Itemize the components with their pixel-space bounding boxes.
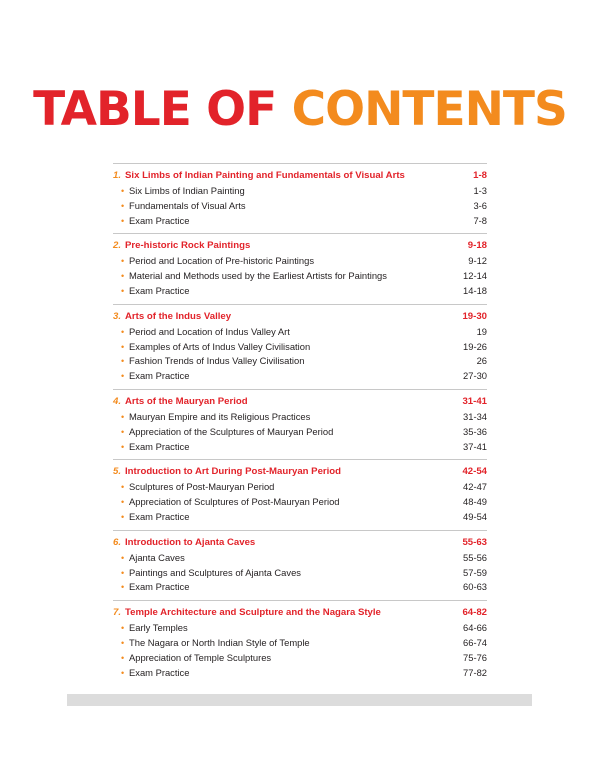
toc-item-pages: 3-6 bbox=[473, 199, 487, 211]
bullet-icon: • bbox=[121, 652, 125, 663]
footer-bar bbox=[67, 694, 532, 706]
toc-item[interactable] bbox=[113, 666, 487, 681]
toc-item[interactable] bbox=[113, 410, 487, 425]
toc-item-title: Exam Practice bbox=[129, 510, 190, 522]
chapter-number: 5. bbox=[113, 466, 122, 478]
bullet-icon: • bbox=[121, 552, 125, 563]
bullet-icon: • bbox=[121, 411, 125, 422]
toc-item-title: Fundamentals of Visual Arts bbox=[129, 199, 246, 211]
chapter-title: Pre-historic Rock Paintings bbox=[125, 240, 251, 252]
bullet-icon: • bbox=[121, 356, 125, 367]
toc-item-title: Appreciation of the Sculptures of Mauryan Period bbox=[129, 425, 334, 437]
chapter-pages: 42-54 bbox=[462, 466, 487, 478]
bullet-icon: • bbox=[121, 511, 125, 522]
toc-item-title: Exam Practice bbox=[129, 440, 190, 452]
toc-item-pages: 7-8 bbox=[473, 214, 487, 226]
toc-item-pages: 9-12 bbox=[468, 255, 487, 267]
chapter-heading[interactable] bbox=[113, 308, 487, 325]
toc-item-title: Exam Practice bbox=[129, 284, 190, 296]
page-title bbox=[0, 84, 600, 136]
toc-item-pages: 37-41 bbox=[463, 440, 487, 452]
bullet-icon: • bbox=[121, 482, 125, 493]
toc-item[interactable] bbox=[113, 621, 487, 636]
bullet-icon: • bbox=[121, 623, 125, 634]
toc-item-title: Period and Location of Indus Valley Art bbox=[129, 325, 290, 337]
toc-item-pages: 1-3 bbox=[473, 185, 487, 196]
chapter-title: Introduction to Art During Post-Mauryan Period bbox=[125, 466, 342, 478]
chapter-heading[interactable] bbox=[113, 393, 487, 410]
toc-item[interactable] bbox=[113, 551, 487, 566]
toc-item-pages: 75-76 bbox=[463, 651, 487, 663]
toc-item-pages: 42-47 bbox=[463, 481, 487, 493]
chapter-number: 4. bbox=[113, 395, 122, 407]
toc-item-title: Sculptures of Post-Mauryan Period bbox=[129, 481, 275, 493]
chapter-number: 6. bbox=[113, 536, 122, 548]
chapter-title: Six Limbs of Indian Painting and Fundamentals of Visual Arts bbox=[125, 170, 405, 181]
toc-item-title: Exam Practice bbox=[129, 666, 190, 678]
chapter-pages: 9-18 bbox=[467, 240, 487, 252]
bullet-icon: • bbox=[121, 256, 125, 267]
toc-item-title: Appreciation of Temple Sculptures bbox=[129, 651, 272, 663]
toc-item[interactable] bbox=[113, 440, 487, 455]
toc-item[interactable] bbox=[113, 566, 487, 581]
chapter-pages: 1-8 bbox=[473, 170, 487, 181]
chapter-section bbox=[113, 531, 487, 601]
toc-item[interactable] bbox=[113, 636, 487, 651]
chapter-pages: 55-63 bbox=[462, 536, 487, 548]
title-part-1: TABLE OF bbox=[33, 82, 277, 137]
bullet-icon: • bbox=[121, 326, 125, 337]
toc-item-pages: 14-18 bbox=[463, 284, 487, 296]
toc-item[interactable] bbox=[113, 325, 487, 340]
toc-item-title: Period and Location of Pre-historic Paintings bbox=[129, 255, 315, 267]
toc-item[interactable] bbox=[113, 651, 487, 666]
bullet-icon: • bbox=[121, 200, 125, 211]
toc-item[interactable] bbox=[113, 495, 487, 510]
chapter-section bbox=[113, 305, 487, 390]
toc-item-pages: 19-26 bbox=[463, 340, 487, 352]
toc-item-title: Exam Practice bbox=[129, 581, 190, 593]
bullet-icon: • bbox=[121, 186, 125, 196]
toc-item-pages: 64-66 bbox=[463, 622, 487, 634]
chapter-section bbox=[113, 234, 487, 304]
toc-item-pages: 12-14 bbox=[463, 270, 487, 282]
toc-item-pages: 49-54 bbox=[463, 510, 487, 522]
toc-item-title: Exam Practice bbox=[129, 214, 190, 226]
bullet-icon: • bbox=[121, 341, 125, 352]
bullet-icon: • bbox=[121, 582, 125, 593]
table-of-contents bbox=[113, 163, 487, 685]
toc-item-title: Appreciation of Sculptures of Post-Mauryan Period bbox=[129, 496, 340, 508]
chapter-section bbox=[113, 163, 487, 234]
chapter-title: Arts of the Mauryan Period bbox=[125, 395, 248, 407]
bullet-icon: • bbox=[121, 441, 125, 452]
toc-item-pages: 57-59 bbox=[463, 566, 487, 578]
chapter-title: Arts of the Indus Valley bbox=[125, 310, 232, 322]
toc-item-title: Fashion Trends of Indus Valley Civilisation bbox=[129, 355, 305, 367]
chapter-section bbox=[113, 601, 487, 685]
toc-item[interactable] bbox=[113, 580, 487, 595]
chapter-number: 7. bbox=[113, 607, 122, 619]
chapter-section bbox=[113, 390, 487, 460]
toc-item-pages: 60-63 bbox=[463, 581, 487, 593]
chapter-number: 3. bbox=[113, 310, 122, 322]
toc-item-title: Paintings and Sculptures of Ajanta Caves bbox=[129, 566, 301, 578]
toc-item[interactable] bbox=[113, 425, 487, 440]
bullet-icon: • bbox=[121, 567, 125, 578]
chapter-section bbox=[113, 460, 487, 530]
toc-item-title: Exam Practice bbox=[129, 370, 190, 382]
chapter-pages: 31-41 bbox=[462, 395, 487, 407]
toc-item-title: Examples of Arts of Indus Valley Civilisation bbox=[129, 340, 311, 352]
toc-item-title: Material and Methods used by the Earliest Artists for Paintings bbox=[129, 270, 387, 282]
chapter-pages: 19-30 bbox=[462, 310, 487, 322]
toc-item[interactable] bbox=[113, 354, 487, 369]
toc-item-title: Early Temples bbox=[129, 622, 188, 634]
bullet-icon: • bbox=[121, 426, 125, 437]
toc-item[interactable] bbox=[113, 480, 487, 495]
chapter-number: 2. bbox=[113, 240, 122, 252]
chapter-title: Temple Architecture and Sculpture and the Nagara Style bbox=[125, 607, 381, 619]
toc-item-pages: 35-36 bbox=[463, 425, 487, 437]
toc-item[interactable] bbox=[113, 184, 487, 199]
toc-item-pages: 19 bbox=[476, 325, 487, 337]
bullet-icon: • bbox=[121, 271, 125, 282]
title-part-2: CONTENTS bbox=[291, 82, 567, 137]
chapter-heading[interactable] bbox=[113, 604, 487, 621]
toc-item[interactable] bbox=[113, 510, 487, 525]
toc-item[interactable] bbox=[113, 369, 487, 384]
toc-item-pages: 26 bbox=[476, 355, 487, 367]
toc-item-pages: 27-30 bbox=[463, 370, 487, 382]
bullet-icon: • bbox=[121, 637, 125, 648]
bullet-icon: • bbox=[121, 285, 125, 296]
toc-item[interactable] bbox=[113, 340, 487, 355]
chapter-number: 1. bbox=[113, 170, 122, 181]
chapter-pages: 64-82 bbox=[462, 607, 487, 619]
chapter-title: Introduction to Ajanta Caves bbox=[125, 536, 256, 548]
toc-item-title: The Nagara or North Indian Style of Temple bbox=[129, 636, 310, 648]
chapter-heading[interactable] bbox=[113, 167, 487, 184]
bullet-icon: • bbox=[121, 497, 125, 508]
toc-item[interactable] bbox=[113, 214, 487, 229]
chapter-heading[interactable] bbox=[113, 534, 487, 551]
toc-item[interactable] bbox=[113, 199, 487, 214]
toc-item[interactable] bbox=[113, 254, 487, 269]
toc-item-pages: 66-74 bbox=[463, 636, 487, 648]
toc-item[interactable] bbox=[113, 284, 487, 299]
toc-item-pages: 48-49 bbox=[463, 496, 487, 508]
bullet-icon: • bbox=[121, 215, 125, 226]
bullet-icon: • bbox=[121, 371, 125, 382]
toc-item[interactable] bbox=[113, 269, 487, 284]
chapter-heading[interactable] bbox=[113, 463, 487, 480]
toc-item-title: Six Limbs of Indian Painting bbox=[129, 185, 245, 196]
toc-item-title: Ajanta Caves bbox=[129, 551, 185, 563]
toc-item-pages: 31-34 bbox=[463, 410, 487, 422]
chapter-heading[interactable] bbox=[113, 237, 487, 254]
toc-item-pages: 55-56 bbox=[463, 551, 487, 563]
toc-item-title: Mauryan Empire and its Religious Practices bbox=[129, 410, 311, 422]
toc-item-pages: 77-82 bbox=[463, 666, 487, 678]
bullet-icon: • bbox=[121, 667, 125, 678]
